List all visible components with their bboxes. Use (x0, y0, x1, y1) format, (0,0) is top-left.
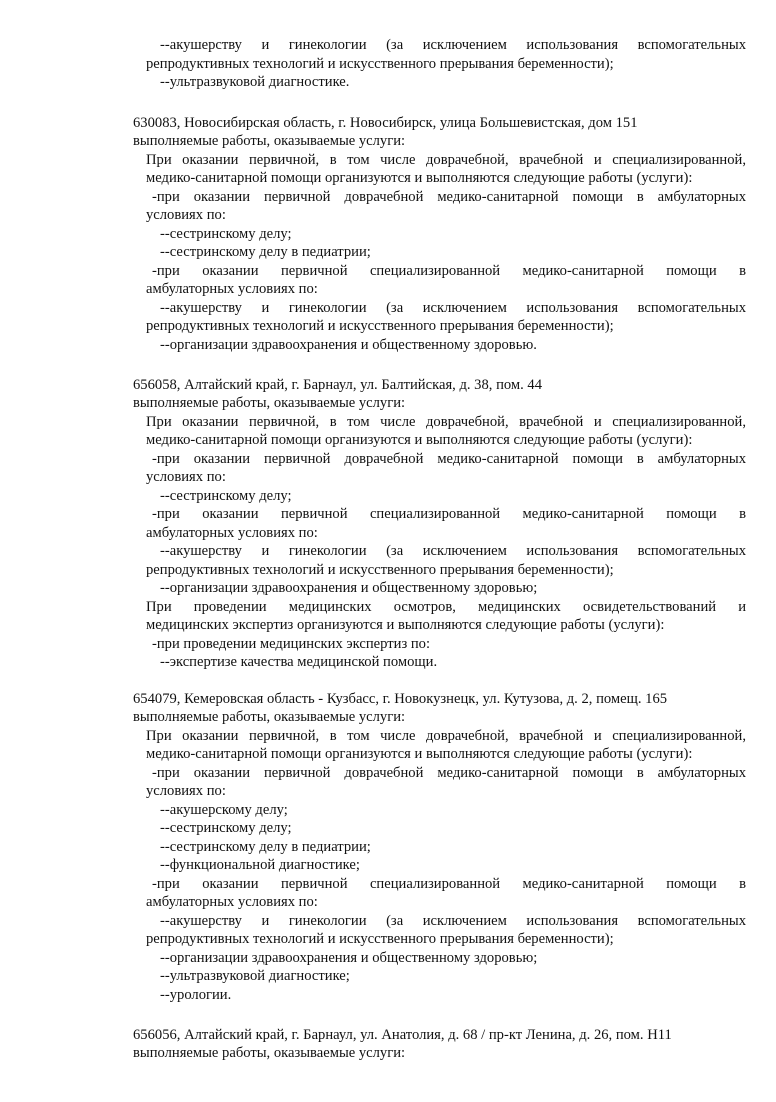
care-paragraph: При проведении медицинских осмотров, медицинских освидетельствований и (146, 599, 746, 615)
service-item: --урологии. (160, 987, 232, 1003)
service-item: --акушерству и гинекологии (за исключением использования вспомогательных (160, 300, 746, 316)
care-paragraph-continuation: медико-санитарной помощи организуются и выполняются следующие работы (услуги): (146, 746, 693, 762)
service-item: --акушерству и гинекологии (за исключением использования вспомогательных (160, 543, 746, 559)
works-heading: выполняемые работы, оказываемые услуги: (133, 395, 406, 411)
care-paragraph-continuation: медико-санитарной помощи организуются и выполняются следующие работы (услуги): (146, 170, 693, 186)
works-heading: выполняемые работы, оказываемые услуги: (133, 133, 406, 149)
service-item: --функциональной диагностике; (160, 857, 360, 873)
service-item: --ультразвуковой диагностике. (160, 74, 350, 90)
care-type: -при оказании первичной доврачебной медико-санитарной помощи в амбулаторных (152, 451, 746, 467)
service-item-continuation: репродуктивных технологий и искусственного прерывания беременности); (146, 931, 614, 947)
care-type: -при оказании первичной специализированной медико-санитарной помощи в (152, 876, 746, 892)
service-item: --акушерству и гинекологии (за исключением использования вспомогательных (160, 913, 746, 929)
service-item: --организации здравоохранения и общественному здоровью; (160, 950, 538, 966)
service-item: --акушерскому делу; (160, 802, 288, 818)
care-type-continuation: условиях по: (146, 469, 226, 485)
branch-address: 656058, Алтайский край, г. Барнаул, ул. Балтийская, д. 38, пом. 44 (133, 377, 543, 393)
service-item: --ультразвуковой диагностике; (160, 968, 350, 984)
care-type: -при проведении медицинских экспертиз по: (152, 636, 431, 652)
service-item: --сестринскому делу в педиатрии; (160, 244, 371, 260)
service-item: --сестринскому делу; (160, 488, 292, 504)
care-paragraph: При оказании первичной, в том числе доврачебной, врачебной и специализированной, (146, 414, 746, 430)
care-paragraph: При оказании первичной, в том числе доврачебной, врачебной и специализированной, (146, 152, 746, 168)
care-type: -при оказании первичной специализированной медико-санитарной помощи в (152, 506, 746, 522)
branch-address: 630083, Новосибирская область, г. Новосибирск, улица Большевистская, дом 151 (133, 115, 638, 131)
service-item: --сестринскому делу в педиатрии; (160, 839, 371, 855)
care-type-continuation: амбулаторных условиях по: (146, 281, 318, 297)
service-item: --акушерству и гинекологии (за исключением использования вспомогательных (160, 37, 746, 53)
service-item: --сестринскому делу; (160, 226, 292, 242)
branch-address: 656056, Алтайский край, г. Барнаул, ул. Анатолия, д. 68 / пр-кт Ленина, д. 26, пом. Н11 (133, 1027, 672, 1043)
service-item-continuation: репродуктивных технологий и искусственного прерывания беременности); (146, 318, 614, 334)
care-paragraph-continuation: медицинских экспертиз организуются и выполняются следующие работы (услуги): (146, 617, 665, 633)
care-type: -при оказании первичной доврачебной медико-санитарной помощи в амбулаторных (152, 765, 746, 781)
service-item: --организации здравоохранения и общественному здоровью. (160, 337, 537, 353)
care-type: -при оказании первичной доврачебной медико-санитарной помощи в амбулаторных (152, 189, 746, 205)
care-paragraph: При оказании первичной, в том числе доврачебной, врачебной и специализированной, (146, 728, 746, 744)
works-heading: выполняемые работы, оказываемые услуги: (133, 1045, 406, 1061)
care-paragraph-continuation: медико-санитарной помощи организуются и выполняются следующие работы (услуги): (146, 432, 693, 448)
service-item-continuation: репродуктивных технологий и искусственного прерывания беременности); (146, 56, 614, 72)
care-type-continuation: условиях по: (146, 783, 226, 799)
service-item-continuation: репродуктивных технологий и искусственного прерывания беременности); (146, 562, 614, 578)
works-heading: выполняемые работы, оказываемые услуги: (133, 709, 406, 725)
care-type-continuation: амбулаторных условиях по: (146, 894, 318, 910)
care-type-continuation: условиях по: (146, 207, 226, 223)
service-item: --экспертизе качества медицинской помощи. (160, 654, 438, 670)
branch-address: 654079, Кемеровская область - Кузбасс, г. Новокузнецк, ул. Кутузова, д. 2, помещ. 165 (133, 691, 668, 707)
service-item: --сестринскому делу; (160, 820, 292, 836)
service-item: --организации здравоохранения и общественному здоровью; (160, 580, 538, 596)
care-type: -при оказании первичной специализированной медико-санитарной помощи в (152, 263, 746, 279)
care-type-continuation: амбулаторных условиях по: (146, 525, 318, 541)
